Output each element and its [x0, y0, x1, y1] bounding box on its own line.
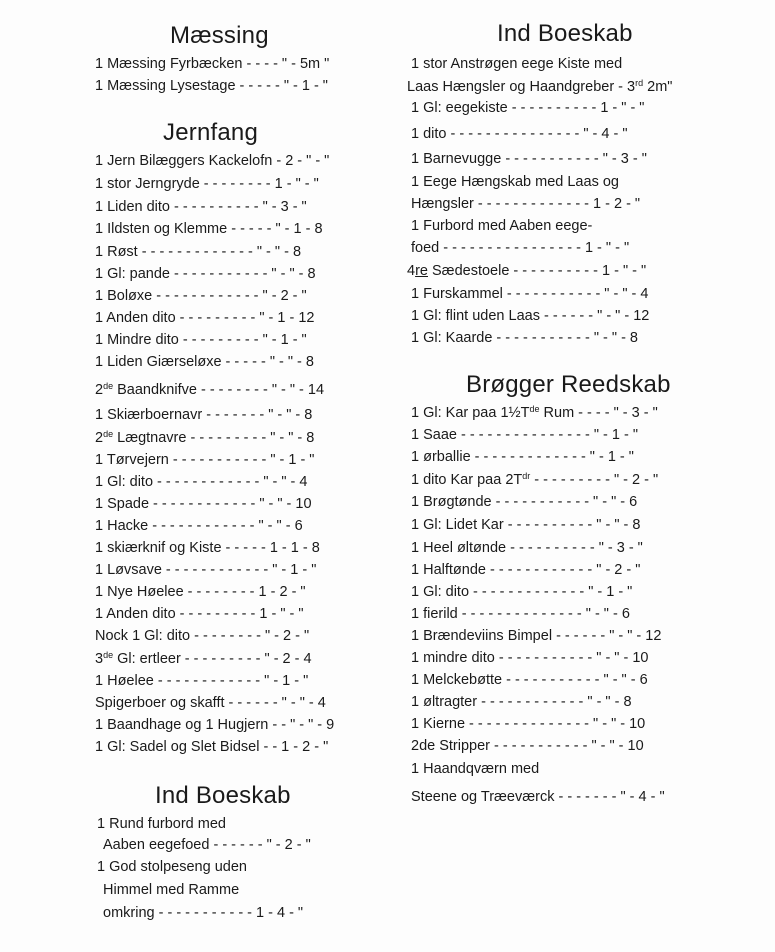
heading-jernfang: Jernfang: [163, 119, 258, 146]
ind-boeskab-row: foed - - - - - - - - - - - - - - - - 1 - " - ": [411, 240, 630, 256]
jernfang-row: 1 Mindre dito - - - - - - - - - " - 1 - ": [95, 332, 307, 348]
ind-boeskab-row: Himmel med Ramme: [103, 882, 240, 898]
brogger-row: 2de Stripper - - - - - - - - - - - " - " - 10: [411, 738, 644, 754]
brogger-row: 1 Heel øltønde - - - - - - - - - - " - 3 - ": [411, 540, 643, 556]
jernfang-row: 1 Høelee - - - - - - - - - - - - " - 1 - ": [95, 673, 309, 689]
heading-messing: Mæssing: [170, 22, 269, 49]
ind-boeskab-row: 1 Gl: flint uden Laas - - - - - - " - " - 12: [411, 308, 650, 324]
jernfang-row: 1 Liden dito - - - - - - - - - - " - 3 - ": [95, 199, 307, 215]
heading-ind-boeskab-right: Ind Boeskab: [497, 20, 633, 47]
ordinal-suffix: de: [103, 429, 114, 439]
jernfang-row: 1 Røst - - - - - - - - - - - - - " - " - 8: [95, 244, 302, 260]
ordinal-suffix: dr: [522, 471, 531, 481]
brogger-row: 1 Kierne - - - - - - - - - - - - - - " - " - 10: [411, 716, 646, 732]
ordinal-suffix: de: [103, 381, 114, 391]
brogger-row: Steene og Træeværck - - - - - - - " - 4 - ": [411, 789, 665, 805]
jernfang-row: 1 Spade - - - - - - - - - - - - " - " - 10: [95, 496, 312, 512]
brogger-row: 1 mindre dito - - - - - - - - - - - " - " - 10: [411, 650, 649, 666]
jernfang-row: 1 Skiærboernavr - - - - - - - " - " - 8: [95, 407, 313, 423]
brogger-row: 1 dito Kar paa $2T^{dr}$ - - - - - - - - - " - 2 - ": [411, 471, 659, 488]
ind-boeskab-row: 1 God stolpeseng uden: [97, 859, 247, 875]
ind-boeskab-row: 1 Rund furbord med: [97, 816, 226, 832]
row-prefix: 2: [95, 430, 104, 446]
messing-row-1: 1 Mæssing Fyrbæcken - - - - " - 5m ": [95, 56, 330, 72]
ind-boeskab-row: 1 Gl: eegekiste - - - - - - - - - - 1 - " - ": [411, 100, 645, 116]
jernfang-row: 1 Liden Giærseløxe - - - - - " - " - 8: [95, 354, 314, 370]
jernfang-row: 1 Anden dito - - - - - - - - - 1 - " - ": [95, 606, 304, 622]
ordinal-suffix: rd: [635, 78, 644, 88]
messing-row-2: 1 Mæssing Lysestage - - - - - " - 1 - ": [95, 78, 328, 94]
jernfang-row: 3de Gl: ertleer - - - - - - - - - " - 2 - 4: [95, 650, 312, 667]
brogger-row: 1 fierild - - - - - - - - - - - - - - " - " - 6: [411, 606, 630, 622]
ind-boeskab-row: 1 dito - - - - - - - - - - - - - - - " - 4 - ": [411, 126, 628, 142]
jernfang-row: 1 Hacke - - - - - - - - - - - - " - " - 6: [95, 518, 303, 534]
ordinal-suffix: re: [415, 263, 428, 279]
ind-boeskab-row: 1 Gl: Kaarde - - - - - - - - - - - " - " - 8: [411, 330, 638, 346]
brogger-row: 1 Halftønde - - - - - - - - - - - - " - 2 - ": [411, 562, 641, 578]
brogger-row: 1 Brøgtønde - - - - - - - - - - - " - " - 6: [411, 494, 638, 510]
jernfang-row: Spigerboer og skafft - - - - - - " - " - 4: [95, 695, 326, 711]
brogger-row: 1 Saae - - - - - - - - - - - - - - - " - 1 - ": [411, 427, 638, 443]
jernfang-row: 1 Nye Høelee - - - - - - - - 1 - 2 - ": [95, 584, 306, 600]
brogger-row: 1 Gl: Kar paa $1\frac{1}{2}T^{de}$ Rum - - - - " - 3 - ": [411, 404, 658, 421]
jernfang-row: 1 Baandhage og 1 Hugjern - - " - " - 9: [95, 717, 335, 733]
ind-boeskab-row: 1 stor Anstrøgen eege Kiste med: [411, 56, 623, 72]
brogger-row: 1 Melckebøtte - - - - - - - - - - - " - " - 6: [411, 672, 648, 688]
ordinal-suffix: de: [103, 650, 114, 660]
ind-boeskab-row: omkring - - - - - - - - - - - 1 - 4 - ": [103, 905, 304, 921]
jernfang-row: 1 Ildsten og Klemme - - - - - " - 1 - 8: [95, 221, 323, 237]
brogger-row: 1 Gl: dito - - - - - - - - - - - - - " - 1 - ": [411, 584, 633, 600]
ind-boeskab-row: Hængsler - - - - - - - - - - - - - 1 - 2 - ": [411, 196, 641, 212]
ind-boeskab-row: 1 Barnevugge - - - - - - - - - - - " - 3 - ": [411, 151, 647, 167]
jernfang-row: Nock 1 Gl: dito - - - - - - - - " - 2 - ": [95, 628, 310, 644]
ind-boeskab-row: 1 Furskammel - - - - - - - - - - - " - " - 4: [411, 286, 649, 302]
jernfang-row: 1 Tørvejern - - - - - - - - - - - " - 1 - ": [95, 452, 315, 468]
brogger-row: 1 Haandqværn med: [411, 761, 540, 777]
jernfang-row: 1 skiærknif og Kiste - - - - - 1 - 1 - 8: [95, 540, 320, 556]
ind-boeskab-row: 1 Furbord med Aaben eege-: [411, 218, 593, 234]
brogger-row: 1 Gl: Lidet Kar - - - - - - - - - - " - " - 8: [411, 517, 641, 533]
jernfang-row: 1 Jern Bilæggers Kackelofn - 2 - " - ": [95, 153, 330, 169]
jernfang-row: 1 Anden dito - - - - - - - - - " - 1 - 12: [95, 310, 315, 326]
heading-ind-boeskab-left: Ind Boeskab: [155, 782, 291, 809]
jernfang-row: 1 Boløxe - - - - - - - - - - - - " - 2 - ": [95, 288, 307, 304]
ind-boeskab-row: 1 Eege Hængskab med Laas og: [411, 174, 619, 190]
brogger-row: 1 Brændeviins Bimpel - - - - - - " - " - 12: [411, 628, 662, 644]
jernfang-row: 1 Gl: pande - - - - - - - - - - - " - " - 8: [95, 266, 316, 282]
jernfang-row: 1 Gl: Sadel og Slet Bidsel - - 1 - 2 - ": [95, 739, 329, 755]
jernfang-row: 2de Baandknifve - - - - - - - - " - " - 14: [95, 381, 325, 398]
brogger-row: 1 ørballie - - - - - - - - - - - - - " - 1 - ": [411, 449, 634, 465]
jernfang-row: 1 stor Jerngryde - - - - - - - - 1 - " - ": [95, 176, 319, 192]
brogger-row: 1 øltragter - - - - - - - - - - - - " - " - 8: [411, 694, 632, 710]
jernfang-row: 2de Lægtnavre - - - - - - - - - " - " - 8: [95, 429, 315, 446]
jernfang-row: 1 Løvsave - - - - - - - - - - - - " - 1 - ": [95, 562, 317, 578]
row-prefix: 2: [95, 382, 104, 398]
ordinal-suffix: de: [529, 404, 540, 414]
ind-boeskab-row: 4re Sædestoele - - - - - - - - - - 1 - " - ": [407, 263, 647, 279]
ind-boeskab-row: Aaben eegefoed - - - - - - " - 2 - ": [103, 837, 311, 853]
row-prefix: 3: [95, 651, 104, 667]
jernfang-row: 1 Gl: dito - - - - - - - - - - - - " - " - 4: [95, 474, 308, 490]
heading-brogger-reedskab: Brøgger Reedskab: [466, 371, 671, 398]
ind-boeskab-row: Laas Hængsler og Haandgreber - 3rd 2m": [407, 78, 673, 95]
